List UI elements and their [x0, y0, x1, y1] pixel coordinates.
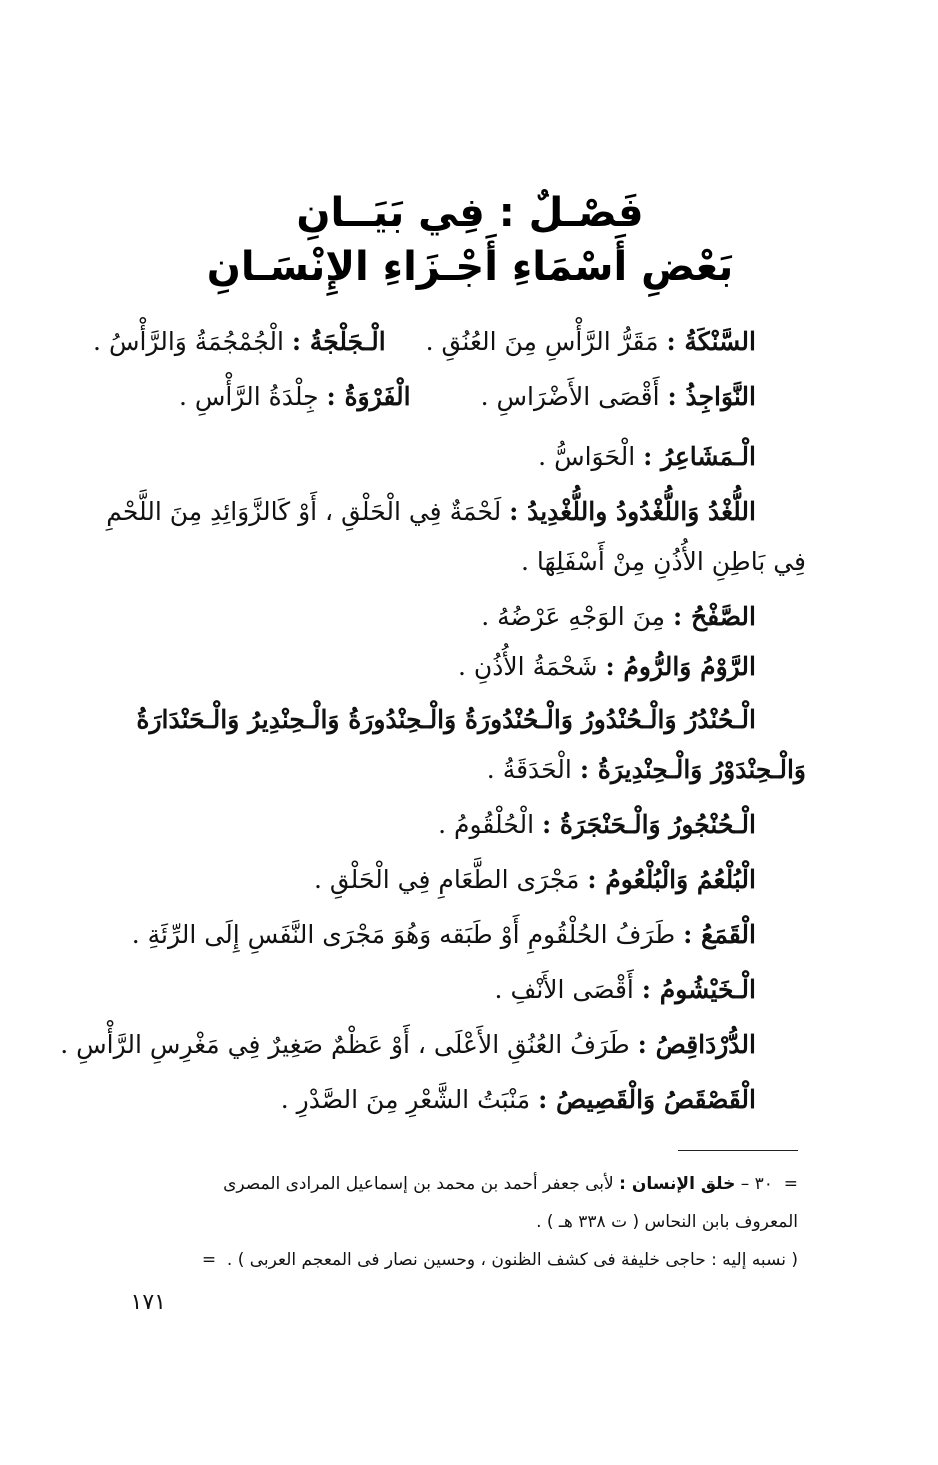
entry-term: وَالْـحِنْدَوْرُ وَالْـحِنْدِيرَةُ : — [579, 755, 806, 784]
entry-definition: جِلْدَةُ الرَّأْسِ . — [178, 382, 327, 411]
footnote-line — [118, 1170, 798, 1198]
entry-line — [136, 700, 756, 744]
entry-term: الرَّوْمُ وَالرُّومُ : — [605, 652, 756, 681]
footnote-continuation-mark: = — [201, 1250, 217, 1270]
entry-term: الدُّرْدَاقِصُ : — [637, 1030, 756, 1059]
entry-definition: أَقْصَى الأَنْفِ . — [494, 975, 642, 1004]
entry-line — [458, 647, 756, 691]
entry-definition: فِي بَاطِنِ الأُذُنِ مِنْ أَسْفَلِهَا . — [520, 547, 806, 576]
entry-line — [93, 322, 756, 366]
entry-term: الْقَمَعُ : — [683, 920, 756, 949]
footnote-number: ٣٠ – — [740, 1174, 773, 1194]
entry-definition: طَرَفُ الحُلْقُومِ أَوْ طَبَقه وَهُوَ مَجْرَى النَّفَسِ إِلَى الرِّئَةِ . — [131, 920, 684, 949]
entry-term: الْفَرْوَةُ : — [326, 382, 411, 411]
footnote-text: المعروف بابن النحاس ( ت ٣٣٨ هـ ) . — [536, 1212, 798, 1232]
entry-term: الْـخَيْشُومُ : — [641, 975, 756, 1004]
entry-definition: طَرَفُ العُنُقِ الأَعْلَى ، أَوْ عَظْمٌ صَغِيرٌ فِي مَغْرِسِ الرَّأْسِ . — [60, 1030, 638, 1059]
entry-definition: مَجْرَى الطَّعَامِ فِي الْحَلْقِ . — [313, 865, 588, 894]
entry-line — [495, 970, 756, 1014]
entry-line — [60, 1025, 756, 1069]
entry-term: الْـحُنْجُورُ وَالْـحَنْجَرَةُ : — [541, 810, 756, 839]
entry-term: الصَّفْحُ : — [673, 602, 756, 631]
entry-line — [106, 492, 756, 536]
entry-line — [179, 377, 756, 421]
entry-term: اللُّغْدُ وَاللُّغْدُودُ واللُّغْدِيدُ : — [509, 497, 756, 526]
section-subtitle: بَعْضِ أَسْمَاءِ أَجْـزَاءِ الإِنْسَـانِ — [206, 244, 734, 290]
footnote-line — [118, 1246, 798, 1274]
entry-term: الْـجَلْجَةُ : — [291, 327, 386, 356]
entry-definition: الْحُلْقُومُ . — [438, 810, 542, 839]
entry-definition: مِنَ الوَجْهِ عَرْضُهُ . — [481, 602, 674, 631]
entry-line — [521, 542, 806, 586]
entry-definition: مَقَرُّ الرَّأْسِ مِنَ العُنُقِ . — [425, 327, 667, 356]
entry-term: الْـمَشَاعِرُ : — [643, 442, 756, 471]
entry-line — [481, 597, 756, 641]
entry-line — [132, 915, 756, 959]
page-number: ١٧١ — [130, 1290, 166, 1315]
entry-line — [538, 437, 756, 481]
entry-definition: مَنْبَتُ الشَّعْرِ مِنَ الصَّدْرِ . — [280, 1085, 539, 1114]
footnote-title: خلق الإنسان : — [619, 1174, 736, 1194]
footnote-text: ( نسبه إليه : حاجى خليفة فى كشف الظنون ، وحسين نصار فى المعجم العربى ) . — [226, 1250, 798, 1270]
entry-term: الْقَصْقَصُ وَالْقَصِيصُ : — [538, 1085, 756, 1114]
entry-definition: الْجُمْجُمَةُ وَالرَّأْسُ . — [93, 327, 292, 356]
entry-line — [314, 860, 756, 904]
entry-definition: الْحَوَاسُّ . — [538, 442, 644, 471]
entry-line — [438, 805, 756, 849]
section-title: فَصْـلٌ : فِي بَيَــانِ — [296, 190, 644, 236]
entry-definition: أَقْصَى الأَضْرَاسِ . — [480, 382, 668, 411]
entry-term: النَّوَاجِذُ : — [667, 382, 756, 411]
entry-definition: شَحْمَةُ الأُذُنِ . — [458, 652, 606, 681]
entry-definition: الْحَدَقَةُ . — [486, 755, 580, 784]
entry-line — [487, 750, 806, 794]
footnote-line — [118, 1208, 798, 1236]
footnote-text: لأبى جعفر أحمد بن محمد بن إسماعيل المرادى المصرى — [223, 1174, 620, 1194]
entry-line — [281, 1080, 756, 1124]
entry-term: الْبُلْعُمُ وَالْبُلْعُومُ : — [587, 865, 756, 894]
entry-definition: لَحْمَةٌ فِي الْحَلْقِ ، أَوْ كَالزَّوَائِدِ مِنَ اللَّحْمِ — [106, 497, 510, 526]
entry-term: السَّنْكَةُ : — [666, 327, 756, 356]
footnote-divider — [678, 1150, 798, 1151]
footnote-continuation-mark: = — [783, 1174, 798, 1194]
entry-term: الْـحُنْدُرُ وَالْـحُنْدُورُ وَالْـحُنْدُورَةُ وَالْـحِنْدُورَةُ وَالْـحِنْدِيرُ وَالْـحَنْدَارَةُ — [136, 705, 756, 734]
